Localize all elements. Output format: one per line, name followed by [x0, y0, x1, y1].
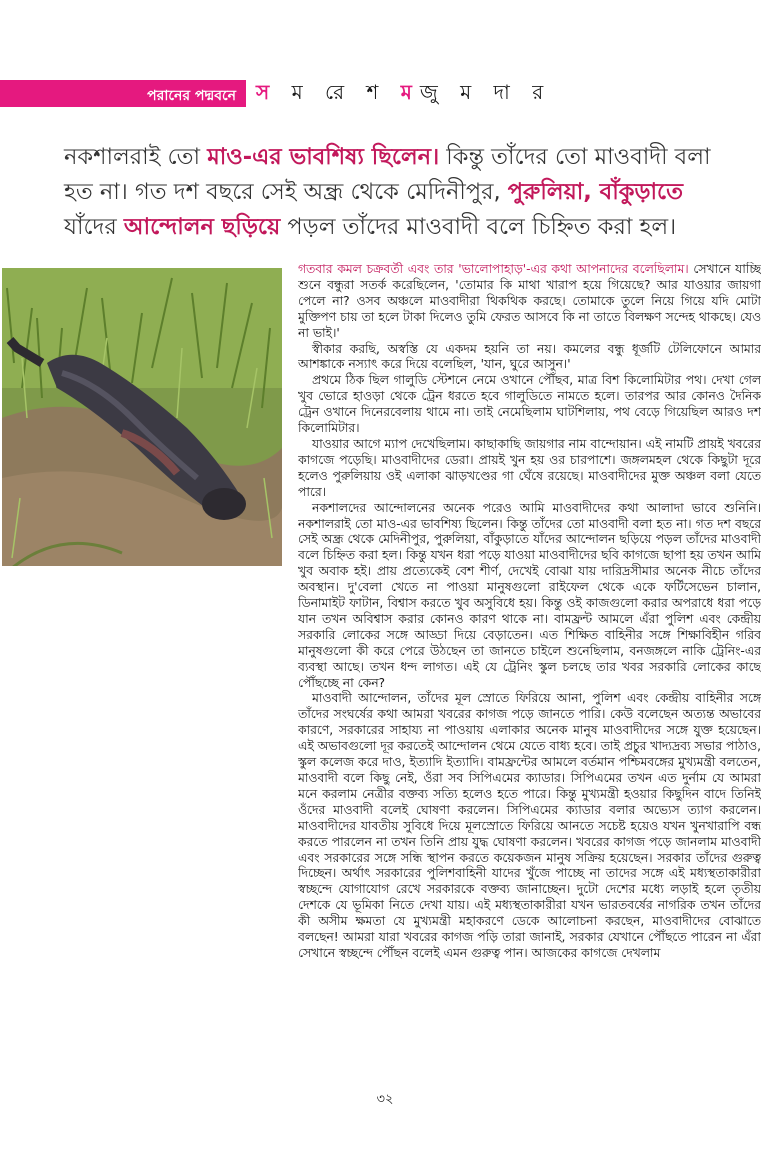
article-paragraph: [298, 262, 761, 342]
pull-quote-highlight: আন্দোলন ছড়িয়ে: [123, 214, 281, 240]
pull-quote: [64, 140, 714, 245]
pull-quote-text: পড়ল তাঁদের মাওবাদী বলে চিহ্নিত করা হল।: [280, 214, 677, 240]
column-name: পরানের পদ্মবনে: [147, 88, 236, 104]
author-first-initial: স: [256, 80, 278, 104]
page-number: ৩২: [376, 1092, 394, 1107]
article-lead: গতবার কমল চক্রবর্তী এবং তার 'ভালোপাহাড়'-এর কথা আপনাদের বলেছিলাম।: [298, 262, 689, 276]
article-paragraph: নকশালদের আন্দোলনের অনেক পরেও আমি মাওবাদীদের কথা আলাদা ভাবে শুনিনি। নকশালরাই তো মাও-এর ভাবশিষ্য ছিলেন। কিন্তু তাঁদের তো মাওবাদী বলা হত না। গত দশ বছরে সেই অন্ধ্র থেকে মেদিনীপুর, পুরুলিয়া, বাঁকুড়াতে যাঁদের আন্দোলন ছড়িয়ে পড়ল তাঁদের মাওবাদী বলে চিহ্নিত করা হল। কিন্তু যখন ধরা পড়ে যাওয়া মাওবাদীদের ছবি কাগজে ছাপা হয় তখন আমি খুব অবাক হই। প্রায় প্রত্যেকেই বেশ শীর্ণ, দেখেই বোঝা যায় দারিদ্রসীমার অনেক নীচে তাঁদের অবস্থান। দু'বেলা খেতে না পাওয়া মানুষগুলো রাইফেল থেকে একে ফর্টিসেভেন চালান, ডিনামাইট ফাটান, বিশ্বাস করতে খুব অসুবিধে হয়। কিন্তু ওই কাজগুলো করার অপরাধে ধরা পড়ে যান তখন অবিশ্বাস করার কোনও কারণ থাকে না। বামফ্রন্ট আমলে এঁরা পুলিশ এবং কেন্দ্রীয় সরকারি লোকের সঙ্গে আড্ডা দিয়ে বেড়াতেন। এত শিক্ষিত বাহিনীর সঙ্গে শিক্ষাবিহীন গরিব মানুষগুলো কী করে পেরে উঠছেন তা জানতে চাইলে শুনেছিলাম, বনজঙ্গলে নাকি ট্রেনিং-এর ব্যবস্থা আছে। তখন ধন্দ লাগত। এই যে ট্রেনিং স্কুল চলছে তার খবর সরকারি লোকের কাছে পৌঁছচ্ছে না কেন?: [298, 500, 761, 690]
pull-quote-highlight: পুরুলিয়া, বাঁকুড়াতে: [507, 179, 683, 205]
article-paragraph: স্বীকার করছি, অস্বস্তি যে একদম হয়নি তা নয়। কমলের বন্ধু ধূর্জটি টেলিফোনে আমার আশঙ্কাকে নস্যাৎ করে দিয়ে বলেছিল, 'যান, ঘুরে আসুন।': [298, 341, 761, 372]
article-paragraph: মাওবাদী আন্দোলন, তাঁদের মূল স্রোতে ফিরিয়ে আনা, পুলিশ এবং কেন্দ্রীয় বাহিনীর সঙ্গে তাঁদের সংঘর্ষের কথা আমরা খবরের কাগজ পড়ে জানতে পারি। কেউ বলেছেন অত্যন্ত অভাবের কারণে, সরকারের সাহায্য না পাওয়ায় এলাকার অনেক মানুষ মাওবাদীদের সঙ্গে যুক্ত হয়েছেন। এই অভাবগুলো দূর করতেই আন্দোলন থেমে যেতে বাধ্য হবে। তাই প্রচুর খাদ্যদ্রব্য সভার পাঠাও, স্কুল কলেজ করে দাও, ইত্যাদি ইত্যাদি। বামফ্রন্টের আমলে বর্তমান পশ্চিমবঙ্গের মুখ্যমন্ত্রী বলতেন, মাওবাদী বলে কিছু নেই, ওঁরা সব সিপিএমের ক্যাডার। সিপিএমের তখন এত দুর্নাম যে আমরা মনে করলাম নেত্রীর বক্তব্য সত্যি হলেও হতে পারে। কিন্তু মুখ্যমন্ত্রী হওয়ার কিছুদিন বাদে তিনিই ওঁদের মাওবাদী বলেই ঘোষণা করলেন। সিপিএমের ক্যাডার বলার অভ্যেস ত্যাগ করলেন। মাওবাদীদের যাবতীয় সুবিধে দিয়ে মূলস্রোতে ফিরিয়ে আনতে সচেষ্ট হয়েও যখন খুনখারাপি বন্ধ করতে পারলেন না তখন তিনি প্রায় যুদ্ধ ঘোষণা করলেন। খবরের কাগজ পড়ে জানলাম মাওবাদী এবং সরকারের সঙ্গে সন্ধি স্থাপন করতে কয়েকজন মানুষ সক্রিয় হয়েছেন। সরকার তাঁদের গুরুত্ব দিচ্ছেন। অর্থাৎ সরকারের পুলিশবাহিনী যাদের খুঁজে পাচ্ছে না তাদের সঙ্গে এই মধ্যস্থতাকারীরা স্বচ্ছন্দে যোগাযোগ রেখে সরকারকে বক্তব্য জানাচ্ছেন। দুটো দেশের মধ্যে লড়াই হলে তৃতীয় দেশকে যে ভূমিকা নিতে দেখা যায়। এই মধ্যস্থতাকারীরা যখন ভারতবর্ষের নাগরিক তখন তাঁদের কী অসীম ক্ষমতা যে মুখ্যমন্ত্রী মহাকরণে ডেকে আলোচনা করছেন, মাওবাদীদের বোঝাতে বলছেন! আমরা যারা খবরের কাগজ পড়ি তারা জানাই, সরকার যেখানে পৌঁছতে পারেন না এঁরা সেখানে স্বচ্ছন্দে পৌঁছন বলেই এমন গুরুত্ব পান। আজকের কাগজে দেখলাম: [298, 691, 761, 960]
pull-quote-text: যাঁদের: [64, 214, 124, 240]
article-text: সেখানে যাচ্ছি শুনে বন্ধুরা সতর্ক করেছিলেন, 'তোমার কি মাথা খারাপ হয়ে গিয়েছে? আর যাওয়ার জায়গা পেলে না? ওসব অঞ্চলে মাওবাদীরা থিকথিক করছে। তোমাকে তুলে নিয়ে গিয়ে যদি মোটা মুক্তিপণ চায় তা হলে টাকা দিলেও তুমি ফেরত আসবে কি না তাতে বিলক্ষণ সন্দেহ থাকছে। যেও না ভাই।': [298, 262, 761, 340]
news-photo: [2, 268, 282, 566]
pull-quote-text: নকশালরাই তো: [64, 144, 208, 170]
article-paragraph: যাওয়ার আগে ম্যাপ দেখেছিলাম। কাছাকাছি জায়গার নাম বান্দোয়ান। এই নামটি প্রায়ই খবরের কাগজে পড়েছি। মাওবাদীদের ডেরা। প্রায়ই খুন হয় ওর চারপাশে। জঙ্গলমহল থেকে কিছুটা দূরে হলেও পুরুলিয়ায় ওই এলাকা ঝাড়খণ্ডের গা ঘেঁষে রয়েছে। মাওবাদীদের মুক্ত অঞ্চল বলা যেতে পারে।: [298, 436, 761, 499]
author-first-rest: ম রে শ: [291, 80, 387, 104]
article-paragraph: প্রথমে ঠিক ছিল গালুডি স্টেশনে নেমে ওখানে পৌঁছব, মাত্র বিশ কিলোমিটার পথ। দেখা গেল খুব ভোরে হাওড়া থেকে ট্রেন ধরতে হবে গালুডিতে নামতে হলে। তারপর আর কোনও দৈনিক ট্রেন ওখানে দিনেরবেলায় থামে না। তাই নেমেছিলাম ঘাটশিলায়, পথ বেড়ে গিয়েছিল আরও দশ কিলোমিটার।: [298, 373, 761, 436]
author-name: [256, 78, 551, 111]
article-body: [298, 262, 761, 1072]
photograph-body-in-grass-icon: [2, 268, 282, 566]
pull-quote-highlight: মাও-এর ভাবশিষ্য ছিলেন।: [207, 144, 440, 170]
author-last-initial: ম: [400, 80, 420, 104]
author-last-rest: জু ম দা র: [419, 80, 552, 104]
column-header-band: [0, 80, 246, 107]
pull-quote-text: কিন্তু তাঁদের তো মাওবাদী বলা হত না। গত দশ বছরে সেই অন্ধ্র থেকে মেদিনীপুর,: [64, 144, 711, 205]
